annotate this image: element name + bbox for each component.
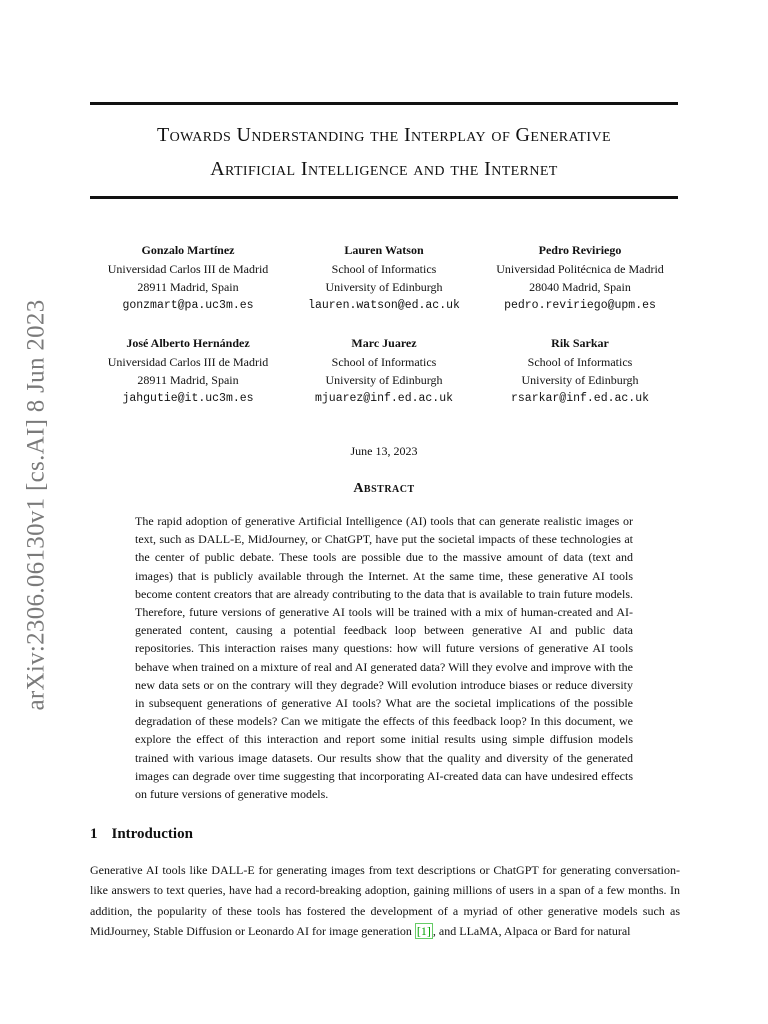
author-name: Lauren Watson (344, 243, 424, 257)
author-name: Rik Sarkar (551, 336, 609, 350)
author-address: 28040 Madrid, Spain (529, 280, 631, 294)
author-row-1 (90, 241, 678, 315)
author-block (286, 334, 482, 408)
arxiv-stamp (22, 290, 52, 720)
author-affiliation: School of Informatics (527, 354, 633, 369)
arxiv-stamp-text: arXiv:2306.06130v1 [cs.AI] 8 Jun 2023 (23, 299, 50, 711)
section-heading (90, 826, 193, 843)
author-address: University of Edinburgh (325, 280, 443, 294)
author-email: rsarkar@inf.ed.ac.uk (510, 391, 650, 405)
section-title: Introduction (111, 826, 193, 842)
author-email: pedro.reviriego@upm.es (504, 298, 656, 312)
author-row-2 (90, 334, 678, 408)
title-line-2: Artificial Intelligence and the Internet (210, 158, 558, 180)
author-address: 28911 Madrid, Spain (137, 373, 239, 387)
author-affiliation: Universidad Politécnica de Madrid (496, 261, 664, 276)
author-email: jahgutie@it.uc3m.es (122, 391, 254, 405)
title-line-1: Towards Understanding the Interplay of Generative (157, 124, 611, 146)
intro-text-part-2: , and LLaMA, Alpaca or Bard for natural (432, 923, 631, 938)
author-email: gonzmart@pa.uc3m.es (122, 298, 254, 312)
author-affiliation: School of Informatics (331, 261, 437, 276)
author-affiliation: Universidad Carlos III de Madrid (107, 261, 269, 276)
author-name: Gonzalo Martínez (141, 243, 235, 257)
abstract-heading: Abstract (353, 481, 415, 496)
author-address: University of Edinburgh (325, 373, 443, 387)
author-block (482, 241, 678, 315)
author-name: José Alberto Hernández (126, 336, 250, 350)
author-affiliation: Universidad Carlos III de Madrid (107, 354, 269, 369)
title-rule-bottom (90, 196, 678, 199)
author-block (90, 334, 286, 408)
title-rule-top (90, 102, 678, 105)
author-block (286, 241, 482, 315)
author-block (90, 241, 286, 315)
author-address: 28911 Madrid, Spain (137, 280, 239, 294)
author-name: Pedro Reviriego (538, 243, 622, 257)
citation-link[interactable]: [1] (416, 923, 431, 938)
paper-date: June 13, 2023 (350, 444, 418, 458)
intro-text-part-1: Generative AI tools like DALL-E for generating images from text descriptions or ChatGPT for generating conversation-like answers to text queries, have had a record-breaking adoption, gaining millions of users in a span of a few months. In addition, the popularity of these tools has fostered the development of a myriad of other generative models such as MidJourney, Stable Diffusion or Leonardo AI for image generation (90, 863, 680, 938)
author-name: Marc Juarez (351, 336, 417, 350)
abstract-text: The rapid adoption of generative Artificial Intelligence (AI) tools that can generate realistic images or text, such as DALL-E, MidJourney, or ChatGPT, have put the societal impacts of these technologies at the center of public debate. These tools are possible due to the massive amount of data (text and images) that is publicly available through the Internet. At the same time, these generative AI tools become content creators that are already contributing to the data that is available to train future models. Therefore, future versions of generative AI tools will be trained with a mix of human-created and AI-generated content, causing a potential feedback loop between generative AI and public data repositories. This interaction raises many questions: how will future versions of generative AI tools behave when trained on a mixture of real and AI generated data? Will they evolve and improve with the new data sets or on the contrary will they degrade? Will evolution introduce biases or reduce diversity in subsequent generations of generative AI tools? What are the societal implications of the possible degradation of these models? Can we mitigate the effects of this feedback loop? In this document, we explore the effect of this interaction and report some initial results using simple diffusion models trained with various image datasets. Our results show that the quality and diversity of the generated images can degrade over time suggesting that incorporating AI-created data can have undesired effects on future versions of generative models. (135, 514, 633, 802)
author-email: mjuarez@inf.ed.ac.uk (314, 391, 454, 405)
author-address: University of Edinburgh (521, 373, 639, 387)
author-email: lauren.watson@ed.ac.uk (308, 298, 460, 312)
section-number: 1 (90, 826, 98, 842)
author-affiliation: School of Informatics (331, 354, 437, 369)
introduction-text (90, 860, 680, 941)
author-block (482, 334, 678, 408)
paper-title (90, 118, 678, 186)
